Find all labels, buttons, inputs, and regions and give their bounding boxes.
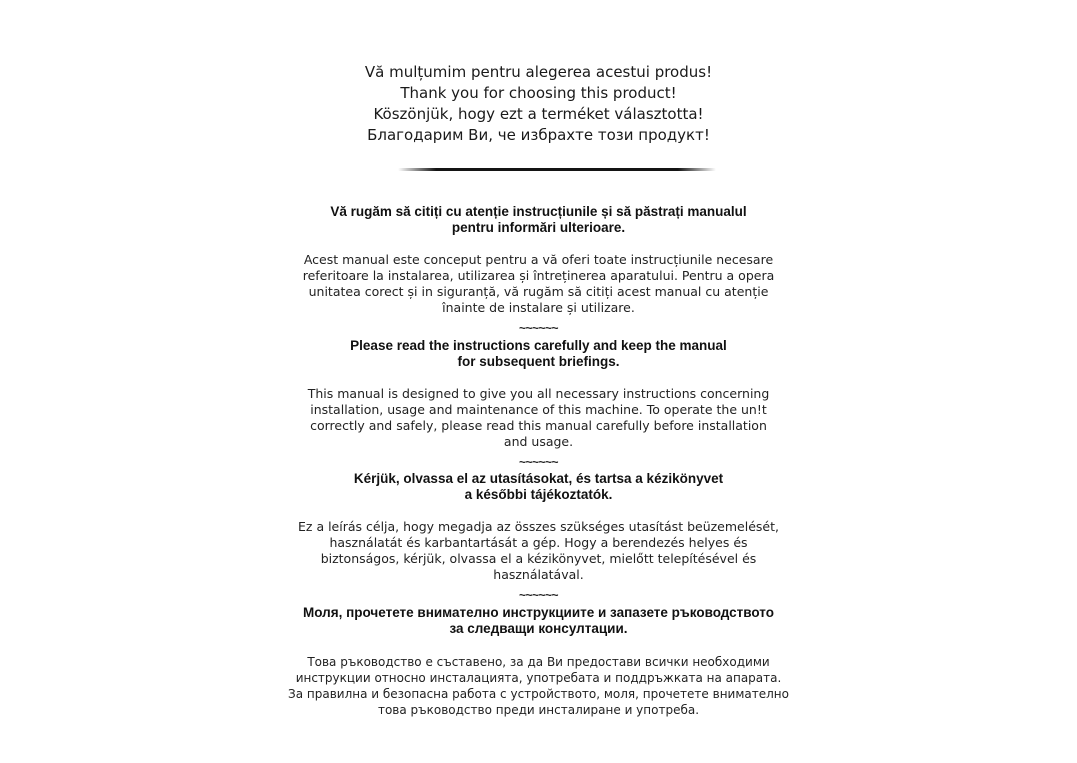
heading-hu (0, 471, 1077, 503)
paragraph-ro-line-2: referitoare la instalarea, utilizarea și întreținerea aparatului. Pentru a opera (302, 268, 775, 283)
paragraph-ro-line-4: înainte de instalare și utilizare. (442, 300, 635, 315)
thank-you-hu: Köszönjük, hogy ezt a terméket választotta! (373, 105, 704, 123)
heading-en-line-2: for subsequent briefings. (457, 354, 620, 369)
separator-en: ~~~~~~ (518, 321, 559, 335)
heading-bg-line-1: Моля, прочетете внимателно инструкциите и запазете ръководството (303, 605, 774, 620)
thank-you-ro: Vă mulțumim pentru alegerea acestui produs! (364, 63, 713, 81)
thank-you-block (0, 62, 1077, 146)
paragraph-hu-line-3: biztonságos, kérjük, olvassa el a kézikönyvet, mielőtt telepítésével és (320, 551, 757, 566)
paragraph-bg-line-1: Това ръководство е съставено, за да Ви предостави всички необходими (307, 655, 770, 669)
paragraph-hu (0, 519, 1077, 583)
paragraph-bg (0, 654, 1077, 718)
paragraph-bg-line-4: това ръководство преди инсталиране и употреба. (377, 703, 700, 717)
paragraph-ro-line-1: Acest manual este conceput pentru a vă oferi toate instrucțiunile necesare (303, 252, 774, 267)
heading-ro-line-1: Vă rugăm să citiți cu atenție instrucțiunile și să păstrați manualul (330, 204, 747, 219)
heading-en (0, 338, 1077, 370)
paragraph-en-line-4: and usage. (503, 434, 574, 449)
heading-hu-line-2: a későbbi tájékoztatók. (464, 487, 613, 502)
thank-you-en: Thank you for choosing this product! (400, 84, 677, 102)
paragraph-hu-line-1: Ez a leírás célja, hogy megadja az összes szükséges utasítást beüzemelését, (298, 519, 779, 534)
paragraph-ro (0, 252, 1077, 316)
paragraph-bg-line-3: За правилна и безопасна работа с устройството, моля, прочетете внимателно (288, 687, 789, 701)
heading-ro (0, 204, 1077, 236)
separator-bg: ~~~~~~ (518, 588, 559, 602)
paragraph-en-line-3: correctly and safely, please read this manual carefully before installation (310, 418, 767, 433)
paragraph-en (0, 386, 1077, 450)
paragraph-bg-line-2: инструкции относно инсталацията, употребата и поддръжката на апарата. (295, 671, 782, 685)
heading-hu-line-1: Kérjük, olvassa el az utasításokat, és tartsa a kézikönyvet (353, 471, 724, 486)
heading-bg-line-2: за следващи консултации. (449, 621, 628, 636)
paragraph-hu-line-4: használatával. (493, 567, 584, 582)
paragraph-en-line-1: This manual is designed to give you all necessary instructions concerning (307, 386, 770, 401)
separator-hu: ~~~~~~ (518, 455, 559, 469)
thank-you-bg: Благодарим Ви, че избрахте този продукт! (367, 126, 710, 144)
brush-divider (398, 168, 716, 171)
paragraph-ro-line-3: unitatea corect și in siguranță, vă rugăm să citiți acest manual cu atenție (308, 284, 769, 299)
paragraph-hu-line-2: használatát és karbantartását a gép. Hogy a berendezés helyes és (329, 535, 748, 550)
heading-bg (0, 605, 1077, 637)
heading-en-line-1: Please read the instructions carefully and keep the manual (350, 338, 727, 353)
heading-ro-line-2: pentru informări ulterioare. (451, 220, 626, 235)
paragraph-en-line-2: installation, usage and maintenance of this machine. To operate the un!t (310, 402, 767, 417)
